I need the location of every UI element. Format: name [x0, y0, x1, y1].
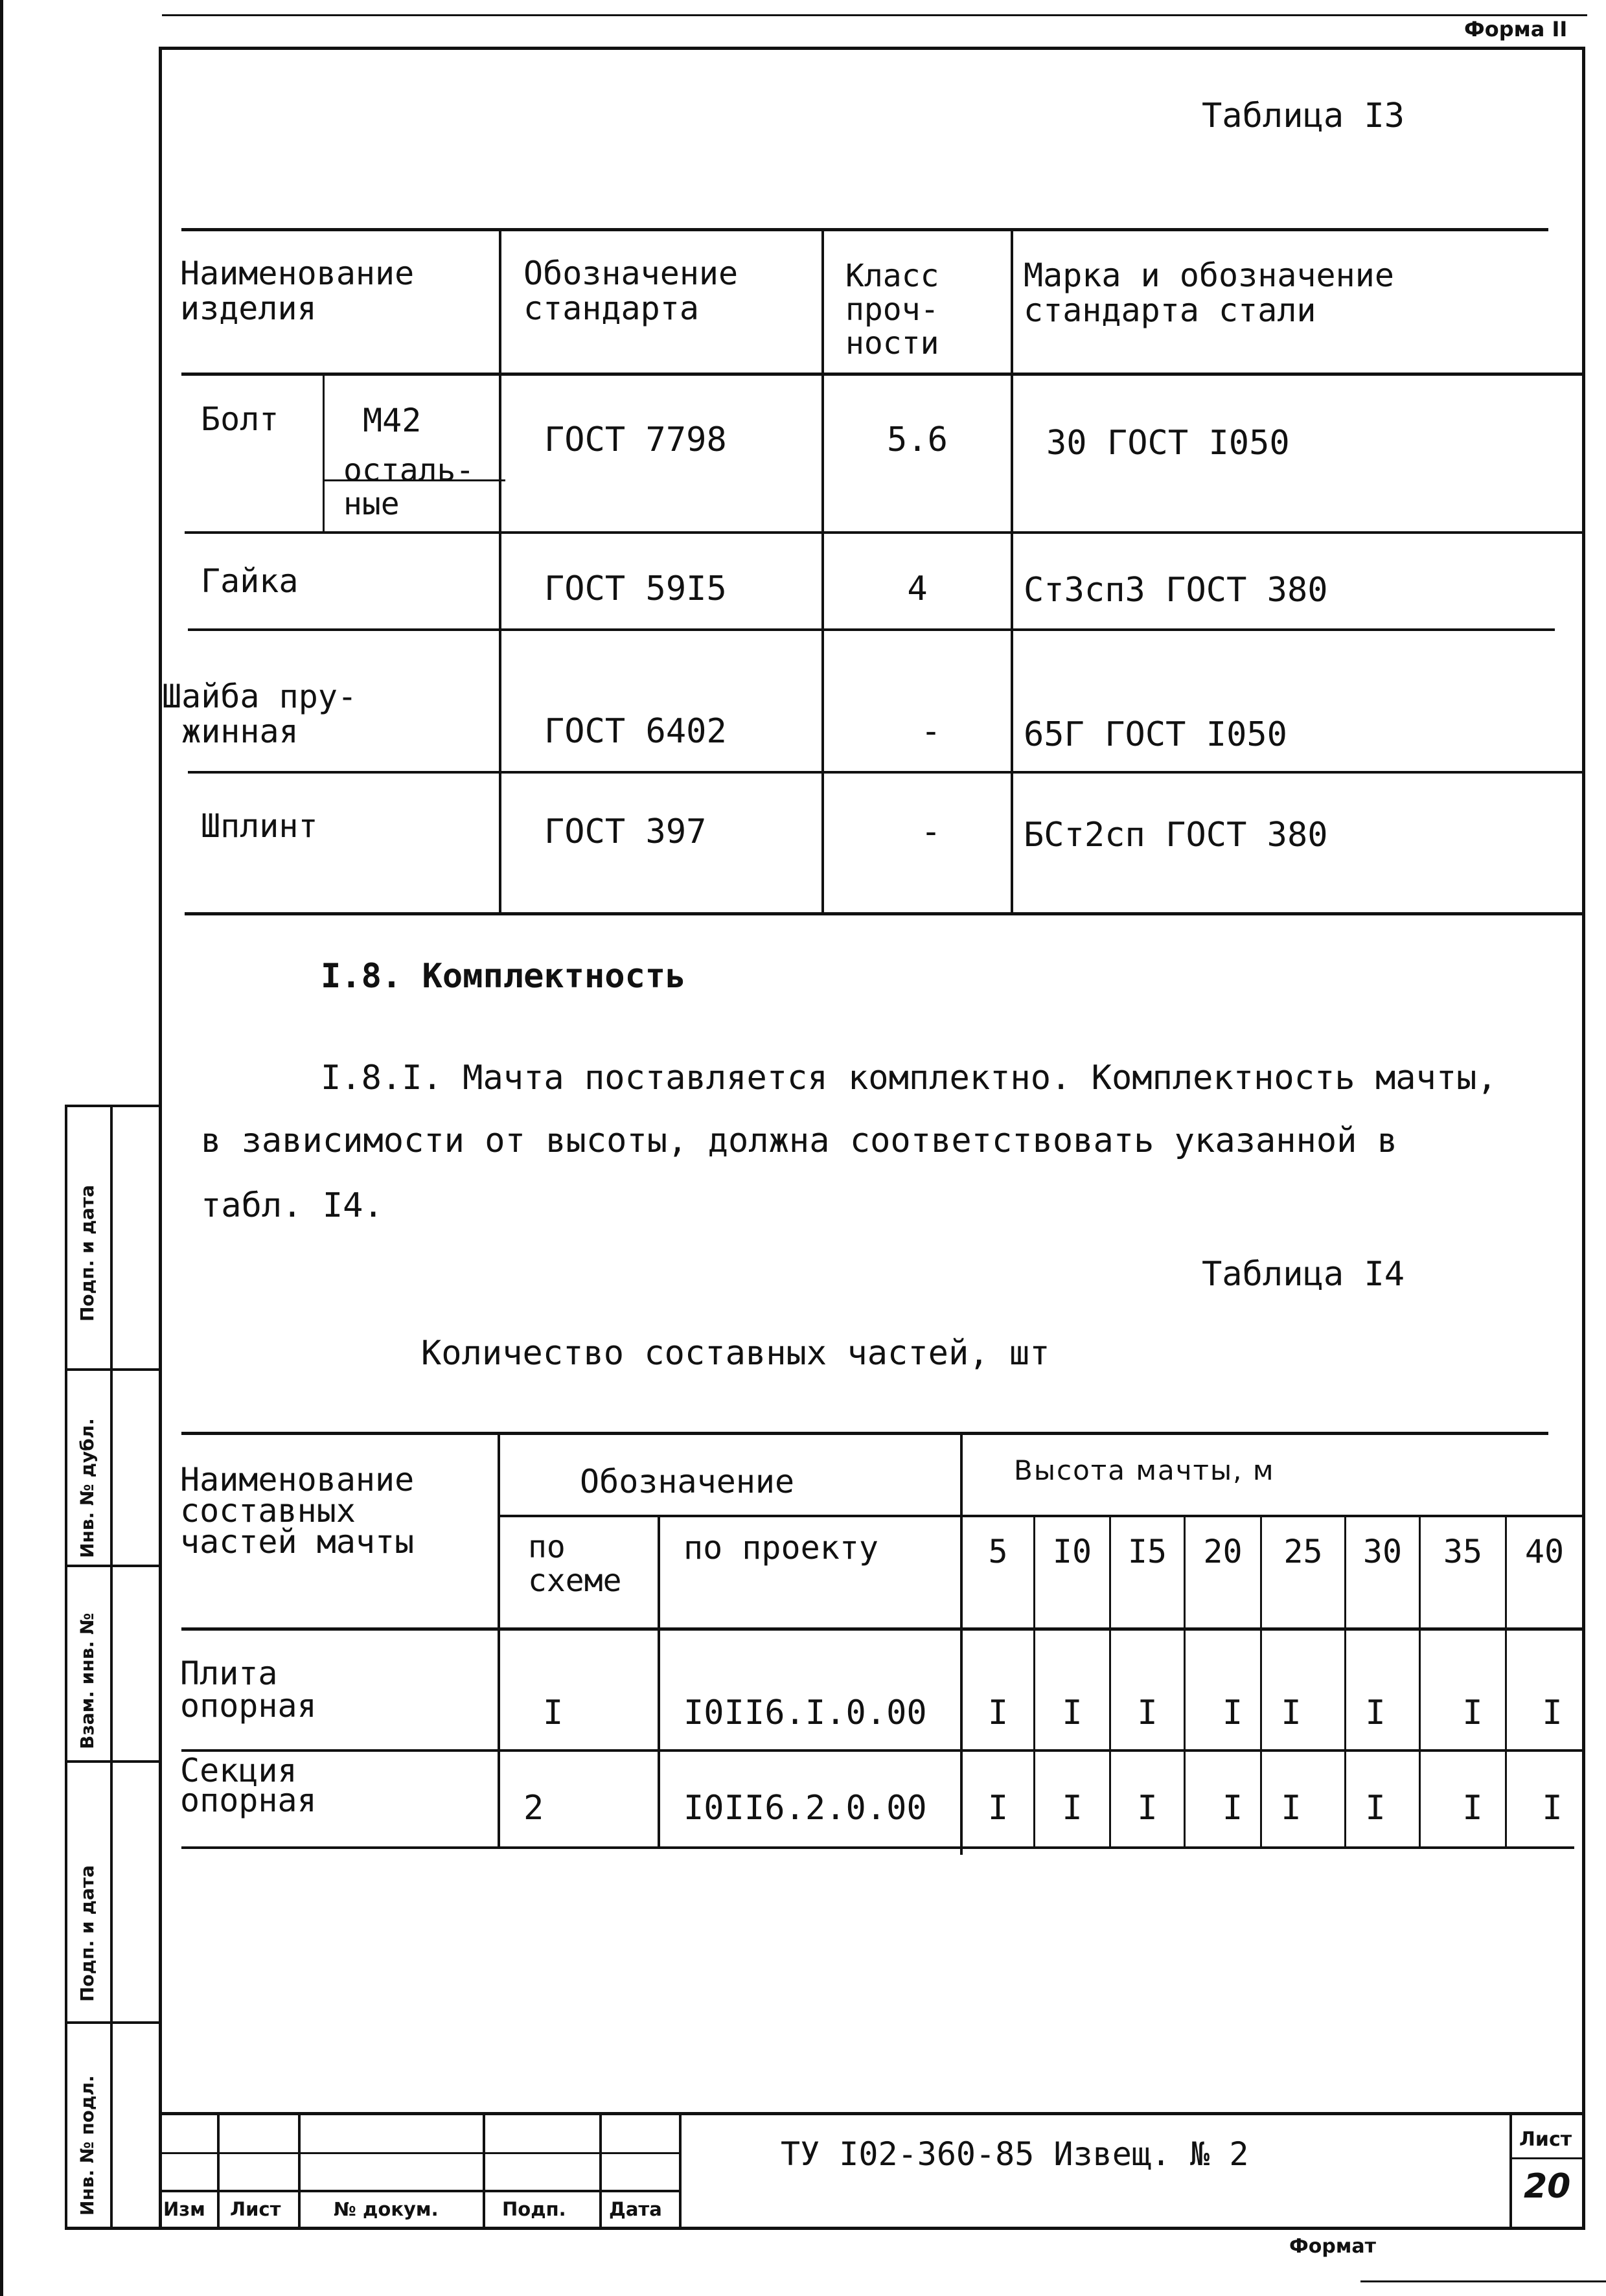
stamp-col-sheet: Лист: [230, 2198, 281, 2220]
frame-left: [159, 47, 162, 2230]
t14-height-35: 35: [1443, 1533, 1483, 1570]
t13-row3-standard: ГОСТ 6402: [544, 712, 727, 751]
t14-row2-v5: I: [1281, 1789, 1302, 1828]
side-label-sign-date-2: Подп. и дата: [76, 1865, 98, 2002]
t14-row2-scheme: 2: [523, 1789, 544, 1828]
t14-row1-v3: I: [1137, 1693, 1158, 1732]
section-heading: I.8. Комплектность: [321, 957, 686, 996]
t14-height-30: 30: [1362, 1533, 1403, 1570]
t14-row1-name: Плита опорная: [180, 1655, 317, 1725]
t13-row2-steel: Ст3сп3 ГОСТ 380: [1024, 571, 1328, 610]
t14-height-15: I5: [1127, 1533, 1167, 1570]
table14-caption: Таблица I4: [1202, 1255, 1405, 1294]
stamp-col-sign: Подп.: [502, 2198, 566, 2220]
table13-caption: Таблица I3: [1202, 97, 1405, 135]
t13-row1-standard: ГОСТ 7798: [544, 420, 727, 459]
t13-row1-class: 5.6: [887, 420, 948, 459]
frame-bottom: [65, 2227, 1585, 2230]
t13-row3-name: Шайба пру- жинная: [162, 678, 358, 750]
t14-row1-v5: I: [1281, 1693, 1302, 1732]
side-label-sign-date-1: Подп. и дата: [76, 1184, 98, 1322]
t13-row1-name: Болт: [201, 400, 279, 438]
section-para-line1: I.8.I. Мачта поставляется комплектно. Комплектность мачты,: [321, 1059, 1497, 1097]
section-para-line2: в зависимости от высоты, должна соответствовать указанной в: [201, 1121, 1398, 1160]
t13-row4-standard: ГОСТ 397: [544, 812, 707, 851]
bottom-rule: [1360, 2280, 1606, 2282]
stamp-col-docnum: № докум.: [334, 2198, 439, 2220]
t13-row1-sub2: осталь- ные: [343, 452, 475, 522]
t14-row1-v6: I: [1365, 1693, 1386, 1732]
t14-row2-name: Секция опорная: [180, 1752, 317, 1819]
t14-row1-v1: I: [987, 1693, 1009, 1732]
form-label: Форма II: [1464, 17, 1568, 41]
t14-height-25: 25: [1283, 1533, 1323, 1570]
side-label-dup-inv: Инв. № дубл.: [76, 1418, 98, 1558]
format-label: Формат: [1289, 2235, 1376, 2258]
t13-row4-steel: БСт2сп ГОСТ 380: [1024, 816, 1328, 855]
t13-row1-sub1: M42: [363, 402, 422, 439]
stamp-col-date: Дата: [609, 2198, 662, 2220]
table14-title: Количество составных частей, шт: [421, 1334, 1050, 1373]
t13-header-name: Наименование изделия: [180, 255, 415, 327]
side-strip-mid: [110, 1105, 113, 2230]
side-label-orig-inv: Инв. № подл.: [76, 2075, 98, 2216]
t13-row4-name: Шплинт: [201, 807, 318, 845]
side-label-replace-inv: Взам. инв. №: [76, 1613, 98, 1749]
t13-row1-steel: 30 ГОСТ I050: [1046, 424, 1290, 463]
t13-row2-standard: ГОСТ 59I5: [544, 569, 727, 608]
t14-row2-v6: I: [1365, 1789, 1386, 1828]
t14-row2-v2: I: [1062, 1789, 1083, 1828]
t14-header-designation: Обозначение: [580, 1463, 795, 1500]
stamp-sheet-label: Лист: [1519, 2128, 1572, 2151]
t14-row1-v4: I: [1222, 1693, 1243, 1732]
t14-row1-scheme: I: [543, 1693, 564, 1732]
t14-row2-v1: I: [987, 1789, 1009, 1828]
t14-row2-v4: I: [1222, 1789, 1243, 1828]
t14-header-height: Высота мачты, м: [1014, 1454, 1275, 1486]
stamp-sheet-number: 20: [1524, 2167, 1571, 2206]
t14-height-40: 40: [1524, 1533, 1565, 1570]
t13-row2-name: Гайка: [201, 562, 299, 600]
t14-row2-project: I0II6.2.0.00: [683, 1789, 927, 1828]
t14-row1-v2: I: [1062, 1693, 1083, 1732]
t13-row4-class: -: [921, 812, 941, 851]
section-para-line3: табл. I4.: [201, 1186, 384, 1225]
t14-row1-v8: I: [1542, 1693, 1563, 1732]
stamp-col-change: Изм: [163, 2198, 205, 2220]
t13-header-class: Класс проч- ности: [845, 258, 939, 362]
t14-height-5: 5: [988, 1533, 1008, 1570]
t14-header-scheme: по схеме: [528, 1529, 622, 1599]
t14-height-20: 20: [1203, 1533, 1243, 1570]
stamp-doc-title: ТУ I02-360-85 Извещ. № 2: [781, 2135, 1249, 2173]
t13-row3-steel: 65Г ГОСТ I050: [1024, 715, 1287, 754]
t14-row2-v8: I: [1542, 1789, 1563, 1828]
t14-row1-v7: I: [1462, 1693, 1483, 1732]
t14-height-10: I0: [1052, 1533, 1092, 1570]
t13-row3-class: -: [921, 712, 941, 751]
t13-row2-class: 4: [907, 569, 928, 608]
t13-header-steel: Марка и обозначение стандарта стали: [1024, 257, 1394, 329]
t13-header-standard: Обозначение стандарта: [523, 255, 739, 327]
t14-row1-project: I0II6.I.0.00: [683, 1693, 927, 1732]
side-strip-left: [65, 1105, 67, 2230]
t14-row2-v3: I: [1137, 1789, 1158, 1828]
t14-header-name: Наименование составных частей мачты: [180, 1461, 415, 1561]
frame-top: [159, 47, 1584, 50]
t14-row2-v7: I: [1462, 1789, 1483, 1828]
top-rule: [162, 14, 1587, 16]
t14-header-project: по проекту: [683, 1529, 879, 1567]
page-edge-left: [0, 0, 3, 2296]
